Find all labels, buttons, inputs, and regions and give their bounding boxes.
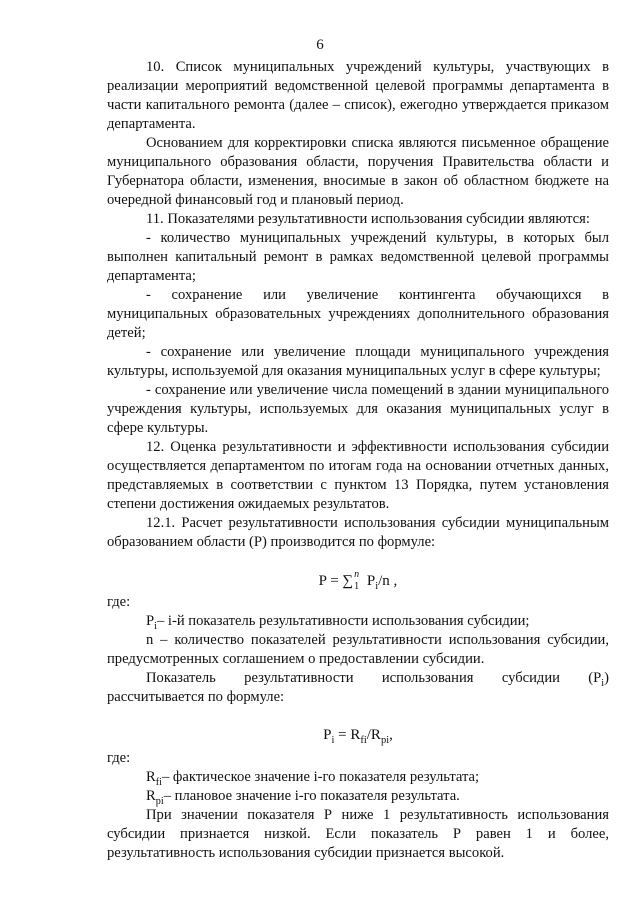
paragraph-11: 11. Показателями результативности использования субсидии являются: bbox=[146, 211, 590, 227]
page-number: 6 bbox=[316, 37, 324, 53]
symbol-r-fact-subscript: fi bbox=[155, 776, 162, 788]
paragraph-11-item-3: - сохранение или увеличение площади муниципального учреждения культуры, используемой для оказания муниципальных услуг в сфере культуры; bbox=[107, 344, 609, 379]
paragraph-10: 10. Список муниципальных учреждений культуры, участвующих в реализации мероприятий ведомственной целевой программы департамента в части капитального ремонта (далее – список), ежегодно утверждается приказом департамента. bbox=[107, 59, 609, 132]
pi-intro-text: Показатель результативности использования субсидии (P bbox=[146, 670, 602, 686]
paragraph-11-item-2: - сохранение или увеличение контингента обучающихся в муниципальных образовательных учреждениях дополнительного образования детей; bbox=[107, 287, 609, 341]
sum-lower-limit: 1 bbox=[354, 580, 360, 592]
pi-intro-end: ) рассчитывается по формуле: bbox=[107, 670, 609, 705]
formula2-eq: = R bbox=[334, 727, 361, 743]
symbol-p-subscript: i bbox=[154, 620, 157, 632]
definition-pi bbox=[107, 612, 609, 631]
formula2-denominator-subscript: pi bbox=[380, 735, 390, 746]
paragraph-conclusion: При значении показателя Р ниже 1 результативность использования субсидии признается низкой. Если показатель Р равен 1 и более, результативность использования субсидии признается высокой. bbox=[107, 807, 609, 861]
formula-tail: /n , bbox=[378, 573, 398, 589]
sum-upper-limit: n bbox=[354, 568, 360, 580]
paragraph-11-item-4: - сохранение или увеличение числа помещений в здании муниципального учреждения культуры, используемых для оказания муниципальных услуг в сфере культуры. bbox=[107, 382, 609, 436]
paragraph-12-1: 12.1. Расчет результативности использования субсидии муниципальным образованием области (Р) производится по формуле: bbox=[107, 515, 609, 550]
symbol-r-fact: R bbox=[146, 769, 156, 785]
formula2-tail: , bbox=[389, 727, 393, 743]
sum-symbol: ∑ bbox=[342, 573, 354, 589]
definition-n: n – количество показателей результативности использования субсидии, предусмотренных соглашением о предоставлении субсидии. bbox=[107, 632, 609, 667]
document-body bbox=[107, 58, 609, 863]
pi-intro-subscript: i bbox=[601, 677, 605, 689]
definition-rfi bbox=[107, 768, 609, 787]
formula2-slash: /R bbox=[366, 727, 381, 743]
formula-result bbox=[107, 568, 609, 592]
paragraph-10-basis: Основанием для корректировки списка являются письменное обращение муниципального образования области, поручения Правительства области и Губернатора области, изменения, вносимые в закон об областном бюджете на очередной финансовый год и плановый период. bbox=[107, 135, 609, 208]
paragraph-11-item-1: - количество муниципальных учреждений культуры, в которых был выполнен капитальный ремонт в рамках ведомственной целевой программы департамента; bbox=[107, 230, 609, 284]
formula2-numerator-subscript: fi bbox=[360, 735, 367, 746]
formula-term-subscript: i bbox=[375, 581, 379, 592]
symbol-r-plan: R bbox=[146, 788, 156, 804]
definition-rpi bbox=[107, 787, 609, 806]
formula-result-lhs: P = bbox=[318, 573, 343, 589]
sum-limits bbox=[353, 568, 363, 592]
paragraph-pi-intro bbox=[107, 669, 609, 707]
formula-term: P bbox=[366, 573, 376, 589]
symbol-p: P bbox=[146, 613, 155, 629]
formula2-lhs: P bbox=[323, 727, 332, 743]
symbol-r-plan-subscript: pi bbox=[155, 795, 164, 807]
definition-rpi-text: – плановое значение i-го показателя результата. bbox=[163, 788, 460, 804]
definition-rfi-text: – фактическое значение i-го показателя результата; bbox=[161, 769, 480, 785]
where-label-1: где: bbox=[107, 594, 131, 610]
where-label-2: где: bbox=[107, 750, 131, 766]
formula2-lhs-subscript: i bbox=[331, 735, 335, 746]
definition-pi-text: – i-й показатель результативности использования субсидии; bbox=[156, 613, 530, 629]
paragraph-12: 12. Оценка результативности и эффективности использования субсидии осуществляется департаментом по итогам года на основании отчетных данных, представляемых в соответствии с пунктом 13 Порядка, путем установления степени достижения ожидаемых результатов. bbox=[107, 439, 609, 512]
formula-indicator bbox=[107, 726, 609, 745]
